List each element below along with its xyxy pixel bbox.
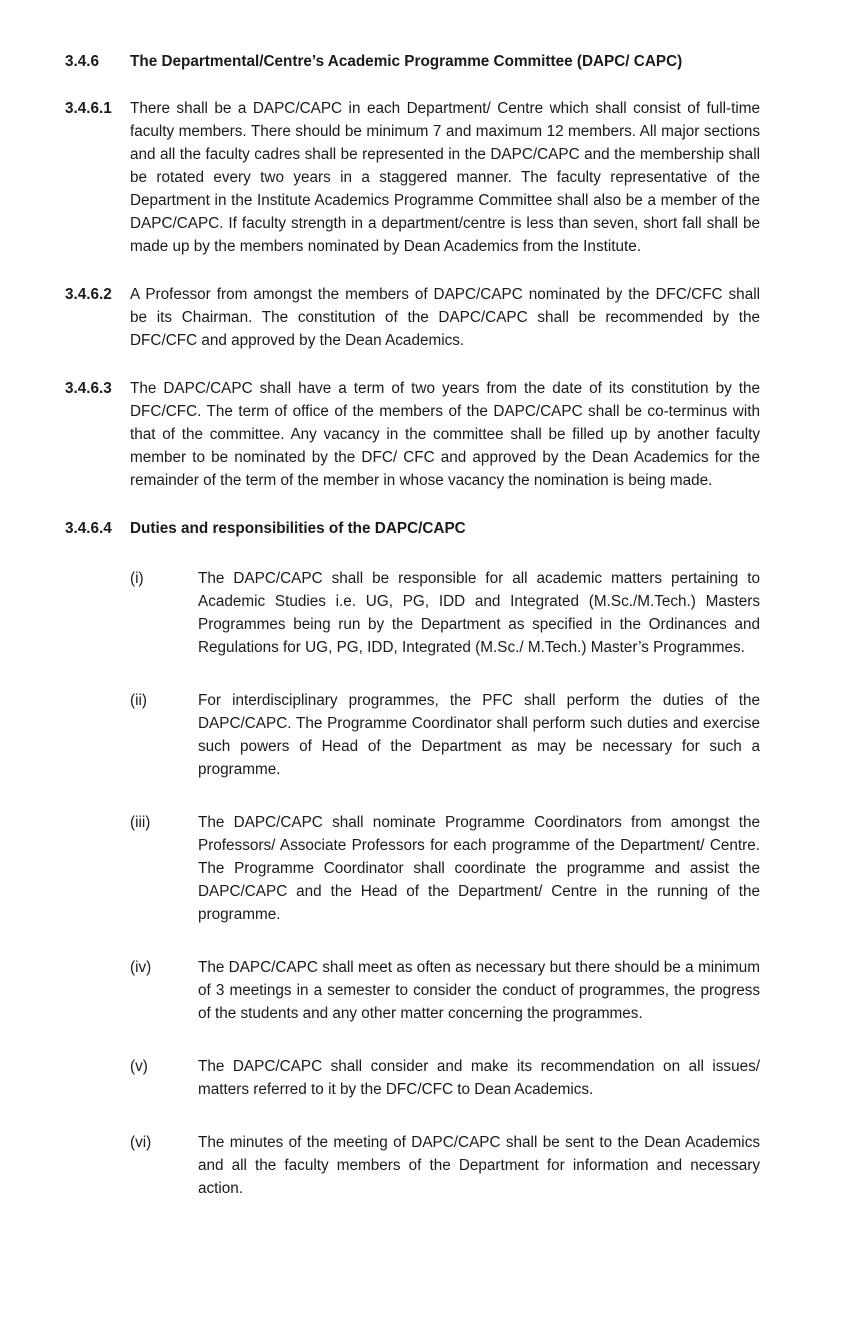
item-label: (ii) [130, 692, 147, 709]
item-label: (iv) [130, 959, 152, 976]
clause-text: The DAPC/CAPC shall have a term of two years from the date of its constitution by the DFC/CFC. The term of office of the members of the DAPC/CAPC shall be co-terminus with that of the committee. Any vacancy in the committee shall be filled up by another faculty member to be nominated by the DFC/ CFC and approved by the Dean Academics for the remainder of the term of the member in whose vacancy the nomination is being made. [130, 380, 760, 489]
item-text: The DAPC/CAPC shall nominate Programme Coordinators from amongst the Professors/ Associate Professors for each programme of the Department/ Centre. The Programme Coordinator shall coordinate the programme and assist the DAPC/CAPC and the Head of the Department/ Centre in the running of the programme. [198, 814, 760, 923]
clause-number: 3.4.6.2 [65, 286, 112, 303]
clause-3-4-6-3 [65, 377, 760, 492]
item-label: (v) [130, 1058, 148, 1075]
duty-item-v [130, 1055, 760, 1101]
item-text: The DAPC/CAPC shall consider and make its recommendation on all issues/ matters referred to it by the DFC/CFC to Dean Academics. [198, 1058, 760, 1098]
clause-text: A Professor from amongst the members of DAPC/CAPC nominated by the DFC/CFC shall be its Chairman. The constitution of the DAPC/CAPC shall be recommended by the DFC/CFC and approved by the Dean Academics. [130, 286, 760, 349]
duty-item-ii [130, 689, 760, 781]
item-text: The DAPC/CAPC shall be responsible for all academic matters pertaining to Academic Studies i.e. UG, PG, IDD and Integrated (M.Sc./M.Tech.) Masters Programmes being run by the Department as specified in the Ordinances and Regulations for UG, PG, IDD, Integrated (M.Sc./ M.Tech.) Master’s Programmes. [198, 570, 760, 656]
clause-number: 3.4.6.4 [65, 520, 112, 537]
section-title: The Departmental/Centre’s Academic Programme Committee (DAPC/ CAPC) [130, 53, 683, 70]
item-label: (iii) [130, 814, 151, 831]
section-number: 3.4.6 [65, 53, 100, 70]
section-heading-3-4-6 [65, 50, 760, 73]
clause-number: 3.4.6.3 [65, 380, 112, 397]
item-text: For interdisciplinary programmes, the PFC shall perform the duties of the DAPC/CAPC. The Programme Coordinator shall perform such duties and exercise such powers of Head of the Department as may be necessary for such a programme. [198, 692, 760, 778]
item-label: (i) [130, 570, 144, 587]
item-text: The minutes of the meeting of DAPC/CAPC shall be sent to the Dean Academics and all the faculty members of the Department for information and necessary action. [198, 1134, 760, 1197]
duty-item-iii [130, 811, 760, 926]
clause-3-4-6-1 [65, 97, 760, 258]
duty-item-vi [130, 1131, 760, 1200]
item-label: (vi) [130, 1134, 152, 1151]
clause-number: 3.4.6.1 [65, 100, 112, 117]
duty-item-i [130, 567, 760, 659]
clause-3-4-6-2 [65, 283, 760, 352]
clause-heading-3-4-6-4 [65, 517, 760, 540]
clause-text: There shall be a DAPC/CAPC in each Department/ Centre which shall consist of full-time faculty members. There should be minimum 7 and maximum 12 members. All major sections and all the faculty cadres shall be represented in the DAPC/CAPC and the membership shall be rotated every two years in a staggered manner. The faculty representative of the Department in the Institute Academics Programme Committee shall also be a member of the DAPC/CAPC. If faculty strength in a department/centre is less than seven, short fall shall be made up by the members nominated by Dean Academics from the Institute. [130, 100, 760, 255]
duty-item-iv [130, 956, 760, 1025]
item-text: The DAPC/CAPC shall meet as often as necessary but there should be a minimum of 3 meetings in a semester to consider the conduct of programmes, the progress of the students and any other matter concerning the programmes. [198, 959, 760, 1022]
clause-title: Duties and responsibilities of the DAPC/CAPC [130, 520, 466, 537]
